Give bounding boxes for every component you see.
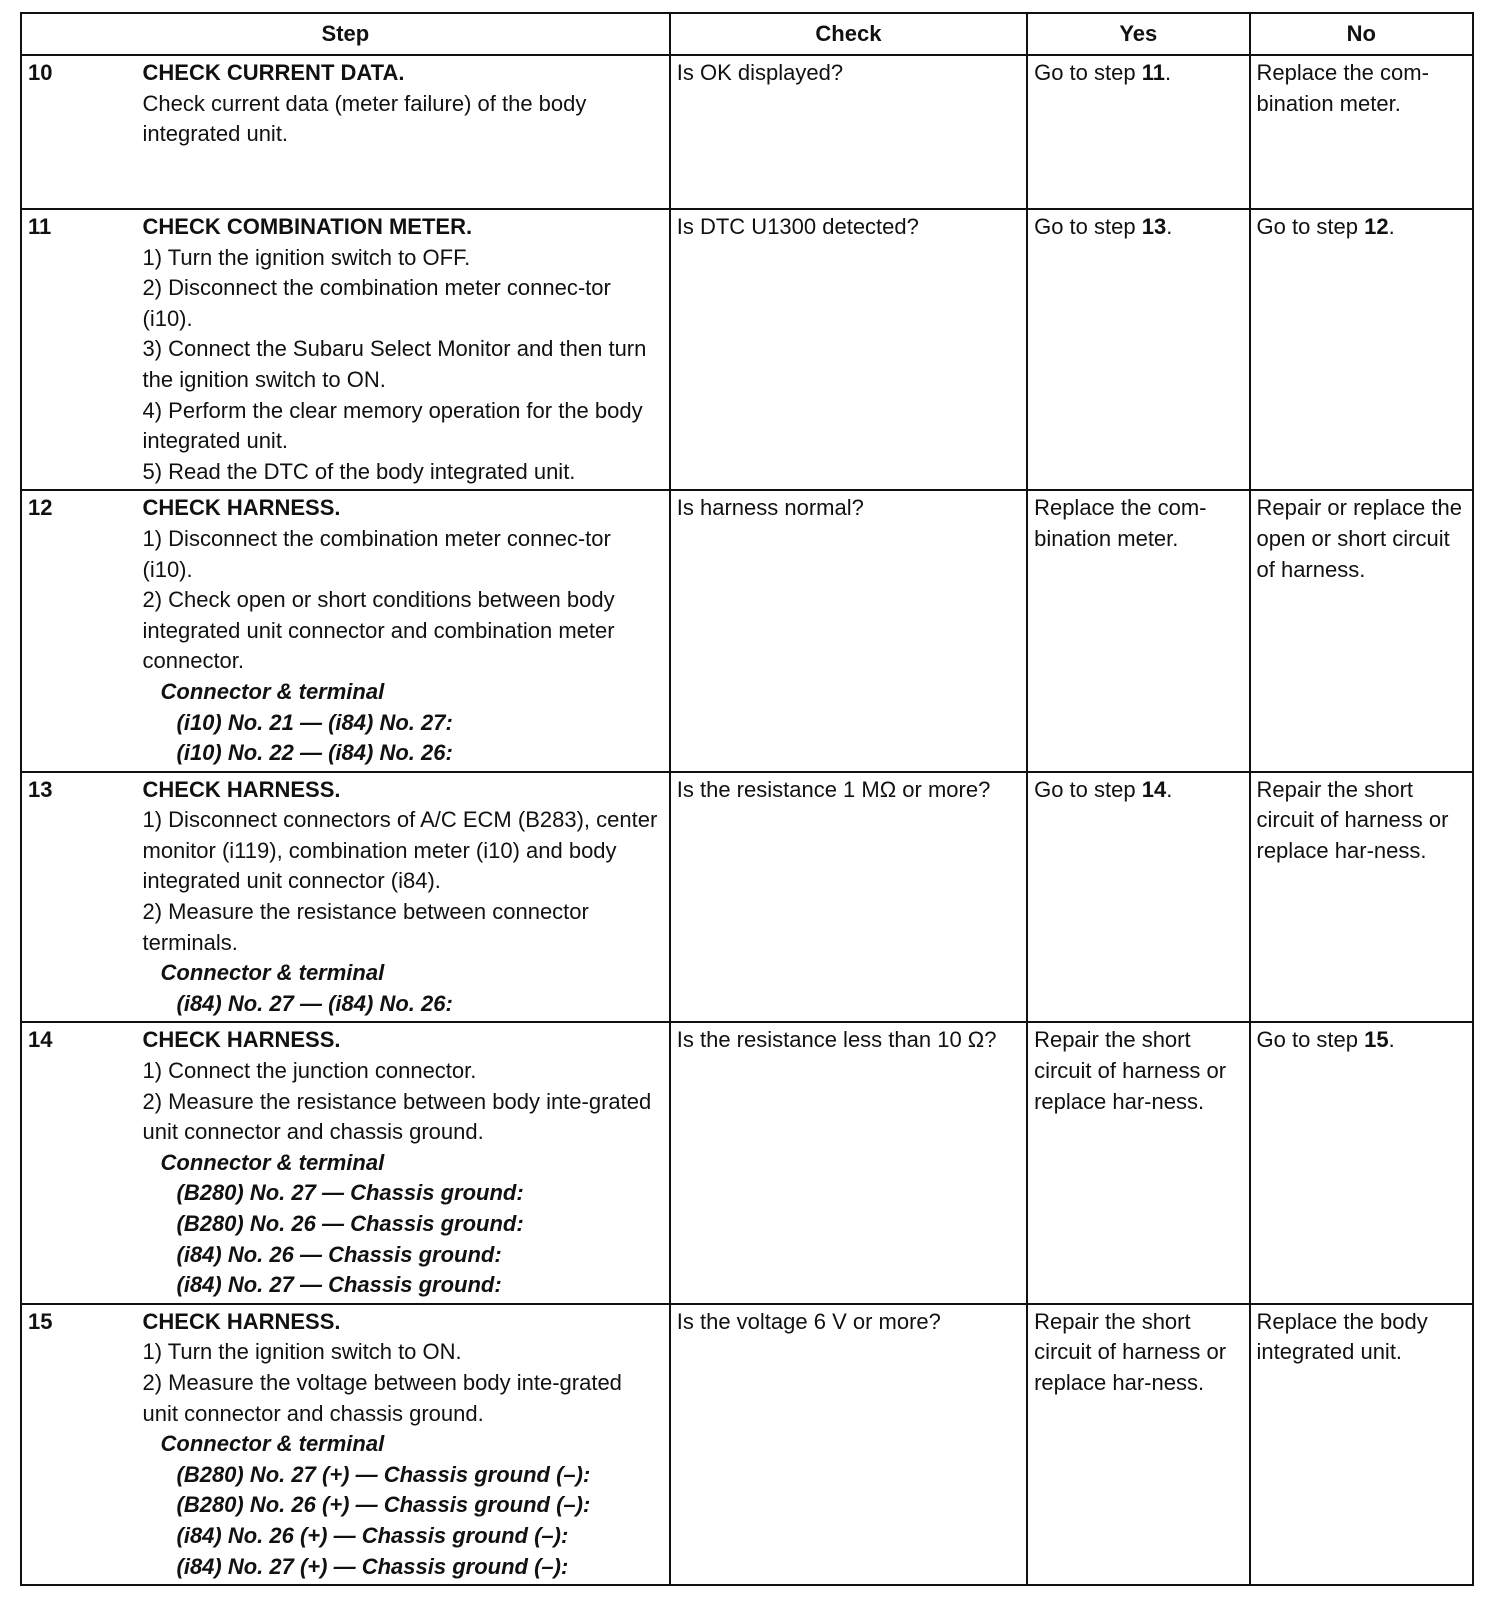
table-header-row [21, 13, 1473, 55]
step-description [143, 1304, 670, 1585]
outcome-text: Go to step [1256, 1027, 1365, 1053]
step-description [143, 490, 670, 771]
no-outcome [1250, 209, 1474, 490]
no-outcome [1250, 1304, 1474, 1585]
outcome-text: Replace the com-bination meter. [1034, 495, 1207, 551]
table-row [21, 772, 1473, 1023]
outcome-text: Replace the body integrated unit. [1256, 1308, 1428, 1365]
table-row [21, 1022, 1473, 1303]
step-number: 13 [21, 772, 143, 1023]
yes-outcome [1027, 1022, 1249, 1303]
outcome-step-number: 11 [1141, 60, 1165, 85]
outcome-punct: . [1166, 214, 1173, 239]
outcome-step-number: 15 [1364, 1027, 1389, 1053]
step-title: CHECK HARNESS. [142, 1027, 341, 1053]
header-step: Step [21, 13, 670, 55]
step-title: CHECK HARNESS. [142, 495, 341, 521]
outcome-text: Replace the com-bination meter. [1256, 60, 1429, 116]
table-body [21, 55, 1473, 1585]
connector-terminal-heading: Connector & terminal [160, 1149, 385, 1175]
connector-terminal-item: (i84) No. 26 — Chassis ground: [176, 1241, 502, 1267]
no-outcome [1250, 55, 1474, 209]
connector-terminal-item: (i84) No. 27 — Chassis ground: [176, 1272, 502, 1298]
header-yes: Yes [1027, 13, 1249, 55]
connector-terminal-item: (i84) No. 26 (+) — Chassis ground (–): [176, 1522, 569, 1548]
step-number: 14 [21, 1022, 143, 1303]
step-title: CHECK HARNESS. [142, 776, 341, 802]
outcome-punct: . [1166, 776, 1173, 802]
outcome-text: Go to step [1256, 214, 1365, 239]
step-description [143, 209, 670, 490]
connector-terminal-item: (B280) No. 27 (+) — Chassis ground (–): [176, 1461, 591, 1487]
check-question: Is the resistance 1 MΩ or more? [670, 772, 1027, 1023]
no-outcome [1250, 772, 1474, 1023]
step-instruction: 5) Read the DTC of the body integrated unit. [142, 458, 576, 484]
outcome-punct: . [1388, 1027, 1395, 1053]
step-title: CHECK HARNESS. [142, 1308, 341, 1334]
step-description [143, 55, 670, 209]
table-row [21, 490, 1473, 771]
yes-outcome [1027, 55, 1249, 209]
step-instruction: 1) Disconnect connectors of A/C ECM (B283), center monitor (i119), combination meter (i10) and body integrated unit connector (i84). [142, 807, 658, 894]
step-instruction: 1) Disconnect the combination meter connec-tor (i10). [142, 525, 611, 582]
step-title: CHECK COMBINATION METER. [142, 214, 473, 239]
outcome-text: Repair the short circuit of harness or replace har-ness. [1034, 1027, 1227, 1114]
outcome-text: Go to step [1034, 214, 1142, 239]
connector-terminal-item: (i84) No. 27 (+) — Chassis ground (–): [176, 1553, 569, 1579]
check-question: Is DTC U1300 detected? [670, 209, 1027, 490]
yes-outcome [1027, 209, 1249, 490]
check-question: Is the voltage 6 V or more? [670, 1304, 1027, 1585]
outcome-text: Repair the short circuit of harness or replace har-ness. [1034, 1308, 1227, 1395]
header-check: Check [670, 13, 1027, 55]
outcome-text: Go to step [1034, 776, 1142, 802]
connector-terminal-item: (B280) No. 26 (+) — Chassis ground (–): [176, 1492, 591, 1518]
outcome-step-number: 12 [1364, 214, 1389, 239]
no-outcome [1250, 1022, 1474, 1303]
connector-terminal-item: (B280) No. 27 — Chassis ground: [176, 1180, 524, 1206]
yes-outcome [1027, 490, 1249, 771]
step-instruction: 3) Connect the Subaru Select Monitor and then turn the ignition switch to ON. [142, 336, 647, 392]
step-instruction: Check current data (meter failure) of the body integrated unit. [142, 90, 587, 147]
step-instruction: 2) Measure the resistance between connector terminals. [142, 899, 589, 955]
step-instruction: 2) Disconnect the combination meter connec-tor (i10). [142, 275, 611, 331]
step-description [143, 772, 670, 1023]
step-description [143, 1022, 670, 1303]
table-row [21, 55, 1473, 209]
check-question: Is harness normal? [670, 490, 1027, 771]
step-number: 10 [21, 55, 143, 209]
step-instruction: 1) Connect the junction connector. [142, 1058, 477, 1084]
step-instruction: 2) Measure the voltage between body inte-grated unit connector and chassis ground. [142, 1369, 622, 1426]
connector-terminal-heading: Connector & terminal [160, 960, 385, 986]
yes-outcome [1027, 1304, 1249, 1585]
table-row [21, 209, 1473, 490]
step-number: 12 [21, 490, 143, 771]
header-no: No [1250, 13, 1474, 55]
outcome-punct: . [1164, 60, 1172, 85]
outcome-step-number: 13 [1141, 214, 1167, 239]
outcome-text: Repair or replace the open or short circuit of harness. [1256, 495, 1462, 582]
diagnostic-procedure-table [20, 12, 1474, 1586]
yes-outcome [1027, 772, 1249, 1023]
connector-terminal-heading: Connector & terminal [160, 678, 385, 704]
step-title: CHECK CURRENT DATA. [142, 60, 405, 85]
connector-terminal-item: (B280) No. 26 — Chassis ground: [176, 1211, 524, 1236]
step-instruction: 2) Measure the resistance between body inte-grated unit connector and chassis ground. [142, 1088, 652, 1145]
table-row [21, 1304, 1473, 1585]
step-number: 11 [21, 209, 143, 490]
connector-terminal-heading: Connector & terminal [160, 1431, 385, 1457]
step-instruction: 1) Turn the ignition switch to ON. [142, 1339, 462, 1365]
connector-terminal-item: (i10) No. 21 — (i84) No. 27: [176, 709, 453, 735]
connector-terminal-item: (i84) No. 27 — (i84) No. 26: [176, 990, 453, 1016]
check-question: Is the resistance less than 10 Ω? [670, 1022, 1027, 1303]
outcome-text: Repair the short circuit of harness or replace har-ness. [1256, 776, 1449, 863]
step-instruction: 2) Check open or short conditions between body integrated unit connector and combination meter connector. [142, 587, 615, 674]
step-instruction: 4) Perform the clear memory operation for the body integrated unit. [142, 397, 643, 454]
check-question: Is OK displayed? [670, 55, 1027, 209]
outcome-step-number: 14 [1141, 776, 1167, 802]
no-outcome [1250, 490, 1474, 771]
connector-terminal-item: (i10) No. 22 — (i84) No. 26: [176, 740, 453, 766]
outcome-punct: . [1388, 214, 1395, 239]
outcome-text: Go to step [1034, 60, 1142, 85]
step-instruction: 1) Turn the ignition switch to OFF. [142, 244, 471, 270]
step-number: 15 [21, 1304, 143, 1585]
